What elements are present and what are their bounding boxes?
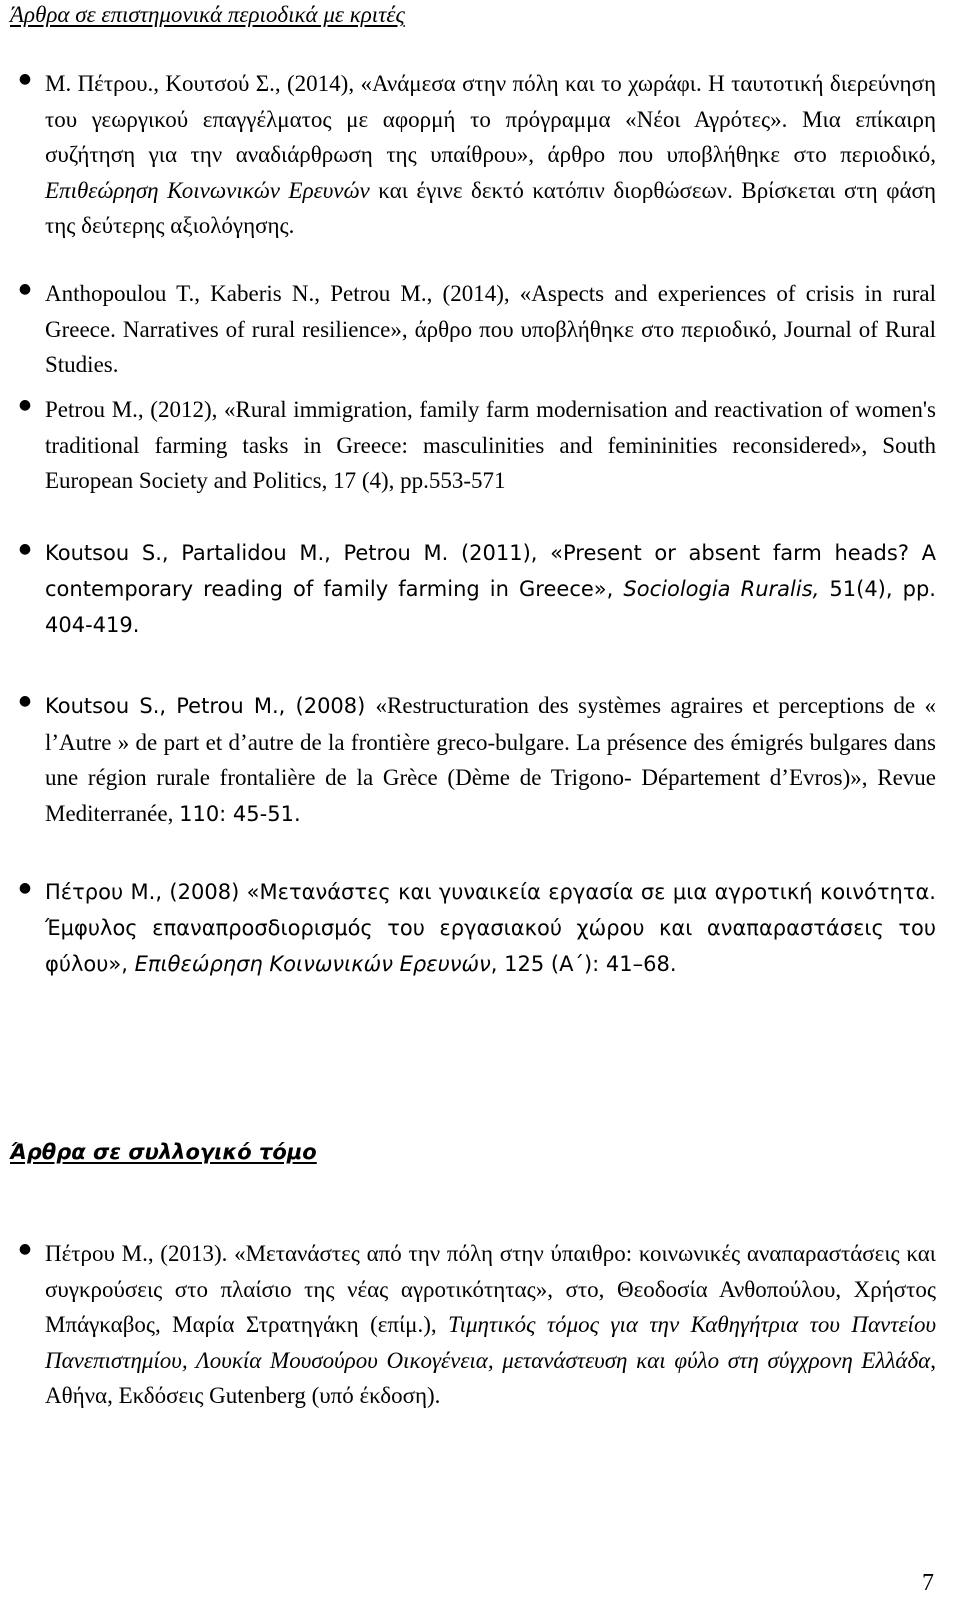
list-item [10, 535, 936, 643]
journal-title: Επιθεώρηση Κοινωνικών Ερευνών [45, 177, 370, 203]
citation-text: Πέτρου Μ., (2013). «Μετανάστες από την πόλη στην ύπαιθρο: κοινωνικές αναπαραστάσεις και συγκρούσεις στο πλαίσιο της νέας αγροτικότητας», στο, Θεοδοσία Ανθοπούλου, Χρήστος Μπάγκαβος, Μαρία Στρατηγάκη (επίμ.), Τιμητικός τόμος για την Καθηγήτρια του Παντείου Πανεπιστημίου, Λουκία Μουσούρου Οικογένεια, μετανάστευση και φύλο στη σύγχρονη Ελλάδα, Αθήνα, Εκδόσεις Gutenberg (υπό έκδοση). [45, 1241, 936, 1408]
list-item [10, 276, 936, 383]
bullet-icon: ● [18, 541, 32, 557]
volume-title: Τιμητικός τόμος για την Καθηγήτρια του Παντείου Πανεπιστημίου, Λουκία Μουσούρου Οικογένεια, μετανάστευση και φύλο στη σύγχρονη Ελλάδα [45, 1312, 936, 1373]
bullet-icon: ● [18, 397, 32, 413]
section-heading-edited-volumes: Άρθρα σε συλλογικό τόμο [10, 1140, 317, 1164]
citation-text: Anthopoulou T., Kaberis N., Petrou M., (2014), «Aspects and experiences of crisis in rural Greece. Narratives of rural resilience», άρθρο που υποβλήθηκε στο περιοδικό, Journal of Rural Studies. [45, 281, 936, 377]
section-heading-journal-articles: Άρθρα σε επιστημονικά περιοδικά με κριτές [10, 2, 405, 27]
list-item [10, 874, 936, 982]
bullet-icon: ● [18, 281, 32, 297]
bullet-icon: ● [18, 1241, 32, 1257]
list-item [10, 1236, 936, 1414]
list-item [10, 66, 936, 244]
journal-title: Sociologia Ruralis, [623, 577, 820, 601]
list-item [10, 392, 936, 499]
bullet-icon: ● [18, 693, 32, 709]
page-number: 7 [922, 1570, 934, 1596]
citation-text: Πέτρου Μ., (2008) «Μετανάστες και γυναικεία εργασία σε μια αγροτική κοινότητα. Έμφυλος επαναπροσδιορισμός του εργασιακού χώρου και αναπαραστάσεις του φύλου», Επιθεώρηση Κοινωνικών Ερευνών, 125 (Α΄): 41–68. [45, 880, 936, 976]
citation-text: Koutsou S., Petrou M., (2008) «Restructuration des systèmes agraires et perceptions de « l’Autre » de part et d’autre de la frontière greco-bulgare. La présence des émigrés bulgares dans une région rurale frontalière de la Grèce (Dème de Trigono- Département d’Evros)», Revue Mediterranée, 110: 45-51. [45, 693, 936, 826]
bullet-icon: ● [18, 71, 32, 87]
citation-text: Petrou M., (2012), «Rural immigration, family farm modernisation and reactivation of women's traditional farming tasks in Greece: masculinities and femininities reconsidered», South European Society and Politics, 17 (4), pp.553-571 [45, 397, 936, 493]
bullet-icon: ● [18, 880, 32, 896]
citation-text: Μ. Πέτρου., Κουτσού Σ., (2014), «Ανάμεσα στην πόλη και το χωράφι. Η ταυτοτική διερεύνηση του γεωργικού επαγγέλματος με αφορμή το πρόγραμμα «Νέοι Αγρότες». Μια επίκαιρη συζήτηση για την αναδιάρθρωση της υπαίθρου», άρθρο που υποβλήθηκε στο περιοδικό, Επιθεώρηση Κοινωνικών Ερευνών και έγινε δεκτό κατόπιν διορθώσεων. Βρίσκεται στη φάση της δεύτερης αξιολόγησης. [45, 71, 936, 238]
citation-text: Koutsou S., Partalidou M., Petrou M. (2011), «Present or absent farm heads? A contemporary reading of family farming in Greece», Sociologia Ruralis, 51(4), pp. 404-419. [45, 541, 936, 637]
list-item [10, 688, 936, 832]
journal-title: Επιθεώρηση Κοινωνικών Ερευνών [134, 952, 491, 976]
